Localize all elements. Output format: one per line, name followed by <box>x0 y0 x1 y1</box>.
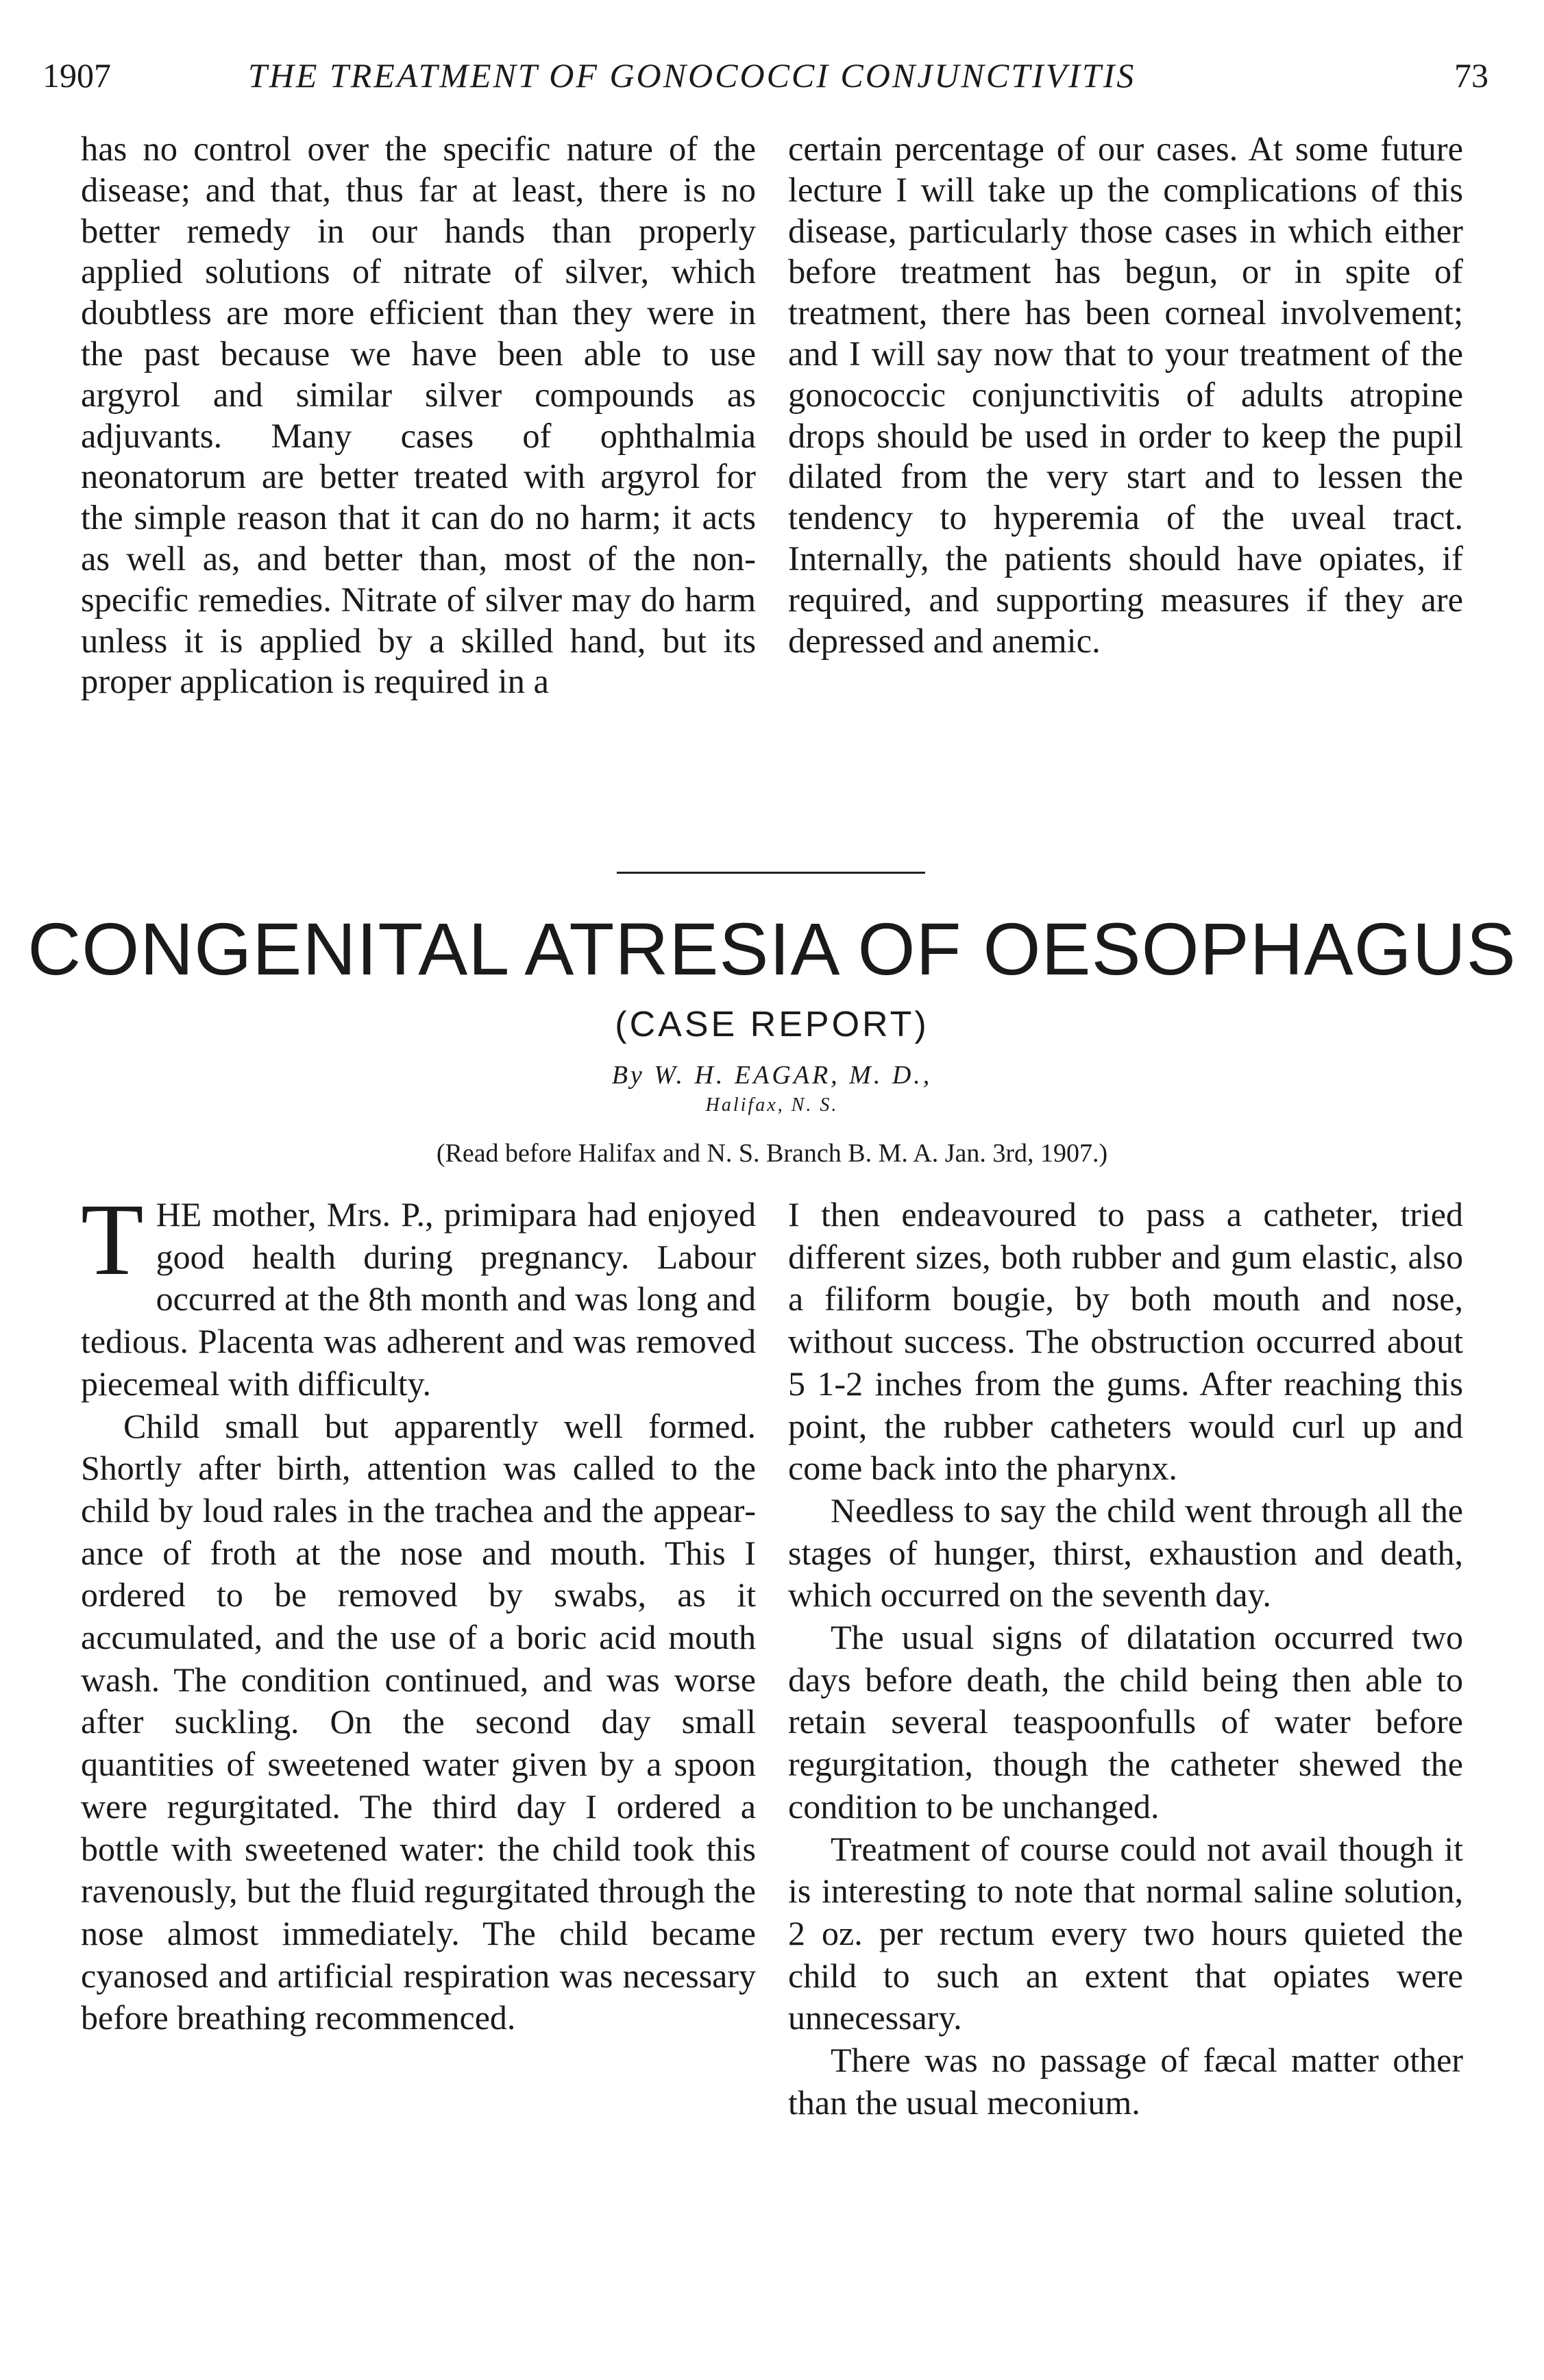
article-title: CONGENITAL ATRESIA OF OESOPHAGUS <box>27 907 1517 990</box>
article-paragraph: Needless to say the child went through all the stages of hunger, thirst, exhaustion and death, which occurred on the seventh day. <box>788 1490 1463 1615</box>
continued-paragraph-left: has no control over the specific nature of the disease; and that, thus far at least, there is no better remedy in our hands than properly applied solutions of nitrate of silver, which doubtless are more efficient than they were in the past because we have been able to use argyrol and similar silver compounds as adjuvants. Many cases of ophthalmia neonatorum are better treated with argyrol for the simple reason that it can do no harm; it acts as well as, and better than, most of the non-specific remedies. Nitrate of silver may do harm unless it is applied by a skilled hand, but its proper application is required in a <box>81 130 756 701</box>
article-paragraph <box>81 1183 756 1406</box>
section-divider <box>617 872 925 874</box>
article-paragraph: Treatment of course could not avail though it is interesting to note that normal saline solution, 2 oz. per rectum every two hours quieted the child to such an extent that opiates were unnecessary. <box>788 1829 1463 2037</box>
continued-paragraph-right: certain percentage of our cases. At some future lecture I will take up the complications of this disease, particularly those cases in which either before treatment has begun, or in spite of treatment, there has been corneal involvement; and I will say now that to your treatment of the gonococcic conjunctivitis of adults atropine drops should be used in order to keep the pupil dilated from the very start and to lessen the tendency to hyperemia of the uveal tract. Internally, the patients should have opiates, if required, and supporting measures if they are depressed and anemic. <box>788 130 1463 660</box>
article-subtitle: (CASE REPORT) <box>615 1005 929 1044</box>
article-paragraph: I then endeavoured to pass a catheter, tried different sizes, both rubber and gum elastic, also a filiform bougie, by both mouth and nose, without success. The obstruction occurred about 5 1-2 inches from the gums. After reaching this point, the rubber catheters would curl up and come back into the pharynx. <box>788 1195 1463 1488</box>
author-byline: By W. H. EAGAR, M. D., <box>611 1061 933 1090</box>
article-right-column <box>788 1194 1463 2124</box>
article-paragraph: There was no passage of fæcal matter other than the usual meconium. <box>788 2041 1463 2122</box>
article-paragraph: Child small but apparently well formed. Shortly after birth, attention was called to the child by loud rales in the trachea and the appearance of froth at the nose and mouth. This I ordered to be removed by swabs, as it accumulated, and the use of a boric acid mouth wash. The condition continued, and was worse after suckling. On the second day small quantities of sweetened water given by a spoon were regurgitated. The third day I ordered a bottle with sweetened water: the child took this ravenously, but the fluid regurgitated through the nose almost immediately. The child became cyanosed and artificial respiration was necessary before breathing recommenced. <box>81 1406 756 2037</box>
article-paragraph: The usual signs of dilatation occurred two days before death, the child being then able to retain several teaspoonfulls of water before regurgitation, though the catheter shewed the condition to be unchanged. <box>788 1618 1463 1826</box>
article-left-column <box>81 1183 756 2039</box>
article-paragraph-text: HE mother, Mrs. P., primipara had enjoyed good health during pregnancy. Labour occurred at the 8th month and was long and tedious. Placenta was adherent and was removed piecemeal with difficulty. <box>81 1195 756 1403</box>
author-location: Halifax, N. S. <box>705 1094 839 1116</box>
page-number: 73 <box>1454 56 1488 95</box>
continued-text-left-column <box>81 129 756 702</box>
continued-text-right-column <box>788 129 1463 661</box>
read-before-note: (Read before Halifax and N. S. Branch B. M. A. Jan. 3rd, 1907.) <box>436 1139 1108 1168</box>
drop-cap: T <box>81 1183 144 1297</box>
running-head <box>42 48 1488 103</box>
running-head-title: THE TREATMENT OF GONOCOCCI CONJUNCTIVITIS <box>248 56 1136 95</box>
running-head-year: 1907 <box>42 56 111 95</box>
